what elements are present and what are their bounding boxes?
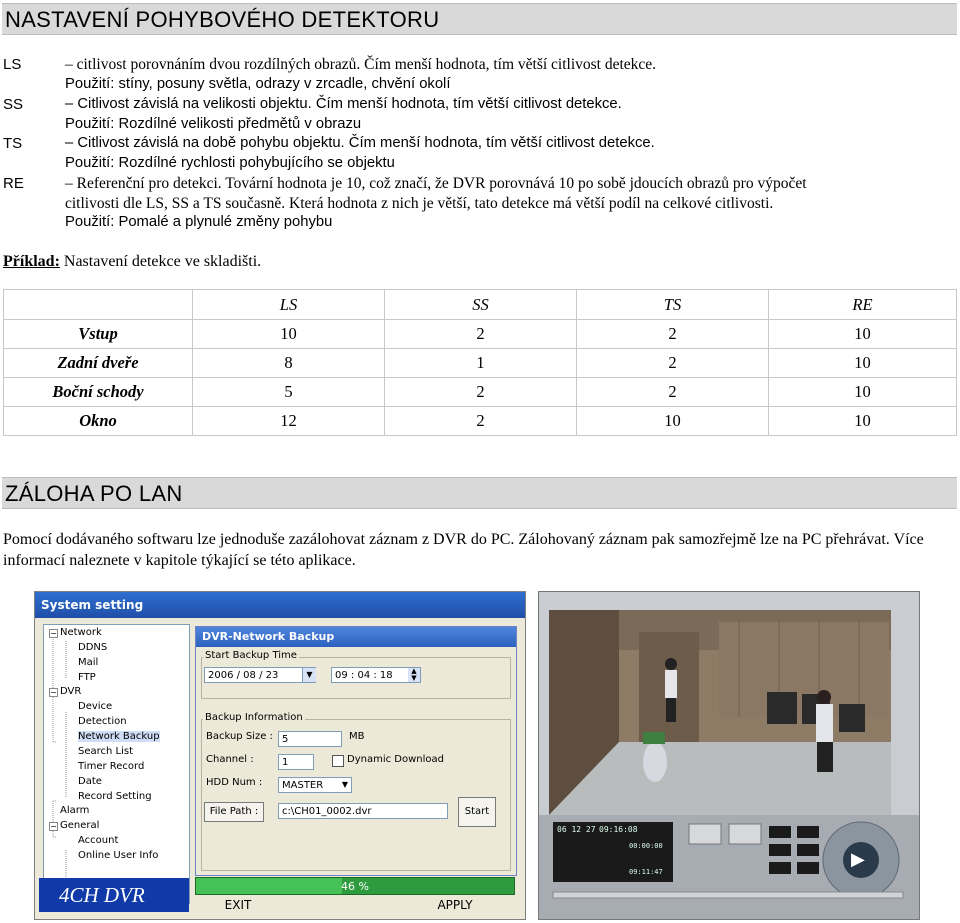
table-header-row (4, 290, 957, 320)
apply-button[interactable]: APPLY (437, 898, 473, 912)
file-path-input[interactable]: c:\CH01_0002.dvr (278, 803, 448, 819)
table-cell: 2 (385, 378, 577, 407)
tree-item-device[interactable]: Device (78, 701, 113, 712)
time-spinner-icon[interactable]: ▲ ▼ (408, 668, 420, 682)
tree-item-online-user-info[interactable]: Online User Info (78, 850, 159, 861)
network-backup-dialog (195, 626, 517, 876)
example-text: Nastavení detekce ve skladišti. (59, 253, 262, 270)
start-button[interactable]: Start (458, 797, 496, 827)
collapse-icon[interactable]: − (50, 688, 57, 697)
start-time-group-label: Start Backup Time (205, 650, 297, 661)
dynamic-download-label: Dynamic Download (347, 754, 444, 765)
table-header-ls: LS (193, 290, 385, 320)
param-code-ss: SS (3, 96, 24, 113)
table-cell: 2 (577, 378, 769, 407)
video-player-window (538, 591, 920, 920)
row-name: Okno (4, 407, 193, 436)
tree-item-general[interactable]: General (60, 820, 100, 831)
table-cell: 10 (769, 407, 957, 436)
table-header-corner (4, 290, 193, 320)
table-cell: 10 (193, 320, 385, 349)
time-field[interactable]: 09 : 04 : 18 (331, 667, 421, 683)
collapse-icon[interactable]: − (50, 822, 57, 831)
tree-item-network-backup[interactable]: Network Backup (78, 731, 160, 742)
example-label: Příklad: (3, 253, 60, 270)
param-re-line-2: citlivosti dle LS, SS a TS současně. Která hodnota z nich je větší, tato detekce má větší podíl na celkové citlivosti. (65, 195, 774, 212)
backup-progress-bar (195, 877, 515, 895)
date-dropdown-icon[interactable]: ▼ (302, 668, 316, 682)
hdd-num-select[interactable]: MASTER (278, 777, 352, 793)
table-cell: 5 (193, 378, 385, 407)
player-end-time: 09:11:47 (629, 868, 663, 876)
table-cell: 10 (577, 407, 769, 436)
backup-size-label: Backup Size : (206, 731, 273, 742)
hdd-dropdown-icon[interactable]: ▼ (341, 780, 349, 789)
tree-item-network[interactable]: Network (60, 627, 102, 638)
param-re-line-3: Použití: Pomalé a plynulé změny pohybu (65, 214, 333, 230)
param-ls-line-1: – citlivost porovnáním dvou rozdílných obrazů. Čím menší hodnota, tím větší citlivost detekce. (65, 56, 657, 73)
backup-size-input[interactable]: 5 (278, 731, 342, 747)
tree-item-record-setting[interactable]: Record Setting (78, 791, 152, 802)
table-row (4, 320, 957, 349)
param-ss-line-2: Použití: Rozdílné velikosti předmětů v obrazu (65, 116, 362, 132)
table-cell: 10 (769, 378, 957, 407)
brand-logo: 4CH DVR (39, 878, 189, 912)
lan-backup-paragraph: Pomocí dodávaného softwaru lze jednoduše zazálohovat záznam z DVR do PC. Zálohovaný záznam pak samozřejmě lze na PC přehrávat. Více informací naleznete v kapitole týkající se této aplikace. (3, 531, 924, 569)
channel-label: Channel : (206, 754, 254, 765)
section-title-lan-backup: ZÁLOHA PO LAN (2, 477, 957, 509)
table-cell: 1 (385, 349, 577, 378)
progress-text: 46 % (341, 880, 369, 893)
table-row (4, 349, 957, 378)
param-ls-line-2: Použití: stíny, posuny světla, odrazy v zrcadle, chvění okolí (65, 76, 451, 92)
tree-item-timer-record[interactable]: Timer Record (78, 761, 145, 772)
param-ts-line-2: Použití: Rozdílné rychlosti pohybujícího se objektu (65, 155, 395, 171)
player-top-time: 00:00:00 (629, 842, 663, 850)
table-header-re: RE (769, 290, 957, 320)
tree-item-dvr[interactable]: DVR (60, 686, 82, 697)
param-ts-line-1: – Citlivost závislá na době pohybu objektu. Čím menší hodnota, tím větší citlivost detekce. (65, 135, 655, 151)
backup-info-group-label: Backup Information (205, 712, 303, 723)
table-row (4, 378, 957, 407)
player-date-display: 06 12 27 (557, 825, 596, 834)
param-re-line-1: – Referenční pro detekci. Tovární hodnota je 10, což značí, že DVR porovnává 10 po sobě jdoucích obrazů pro výpočet (65, 175, 807, 192)
system-setting-window (34, 591, 526, 920)
table-header-ts: TS (577, 290, 769, 320)
window-title: System setting (35, 592, 525, 618)
tree-item-mail[interactable]: Mail (78, 657, 99, 668)
table-cell: 10 (769, 349, 957, 378)
file-path-button[interactable]: File Path : (204, 802, 264, 822)
exit-button[interactable]: EXIT (224, 898, 252, 912)
backup-size-unit: MB (349, 731, 365, 742)
table-cell: 8 (193, 349, 385, 378)
table-cell: 2 (385, 407, 577, 436)
tree-item-account[interactable]: Account (78, 835, 119, 846)
param-ss-line-1: – Citlivost závislá na velikosti objektu. Čím menší hodnota, tím větší citlivost detekce. (65, 96, 622, 112)
collapse-icon[interactable]: − (50, 629, 57, 638)
date-field[interactable]: 2006 / 08 / 23 (204, 667, 316, 683)
settings-tree (43, 624, 190, 904)
play-icon[interactable]: ▶ (851, 849, 865, 869)
example-line (3, 253, 261, 271)
dynamic-download-checkbox[interactable] (332, 755, 344, 767)
tree-item-ddns[interactable]: DDNS (78, 642, 108, 653)
detection-table (3, 289, 957, 436)
tree-item-ftp[interactable]: FTP (78, 672, 96, 683)
row-name: Zadní dveře (4, 349, 193, 378)
player-time-display: 09:16:08 (599, 825, 638, 834)
table-header-ss: SS (385, 290, 577, 320)
param-code-ls: LS (3, 56, 22, 73)
tree-item-search-list[interactable]: Search List (78, 746, 134, 757)
table-cell: 2 (385, 320, 577, 349)
row-name: Vstup (4, 320, 193, 349)
section-title-motion-detector: NASTAVENÍ POHYBOVÉHO DETEKTORU (2, 3, 957, 35)
row-name: Boční schody (4, 378, 193, 407)
hdd-num-label: HDD Num : (206, 777, 263, 788)
param-code-re: RE (3, 175, 24, 192)
tree-item-alarm[interactable]: Alarm (60, 805, 90, 816)
table-cell: 12 (193, 407, 385, 436)
table-cell: 2 (577, 349, 769, 378)
table-cell: 2 (577, 320, 769, 349)
param-code-ts: TS (3, 135, 23, 152)
dialog-title: DVR-Network Backup (196, 627, 516, 647)
tree-item-date[interactable]: Date (78, 776, 102, 787)
table-row (4, 407, 957, 436)
tree-item-detection[interactable]: Detection (78, 716, 127, 727)
channel-input[interactable]: 1 (278, 754, 314, 770)
table-cell: 10 (769, 320, 957, 349)
progress-fill (196, 878, 342, 894)
